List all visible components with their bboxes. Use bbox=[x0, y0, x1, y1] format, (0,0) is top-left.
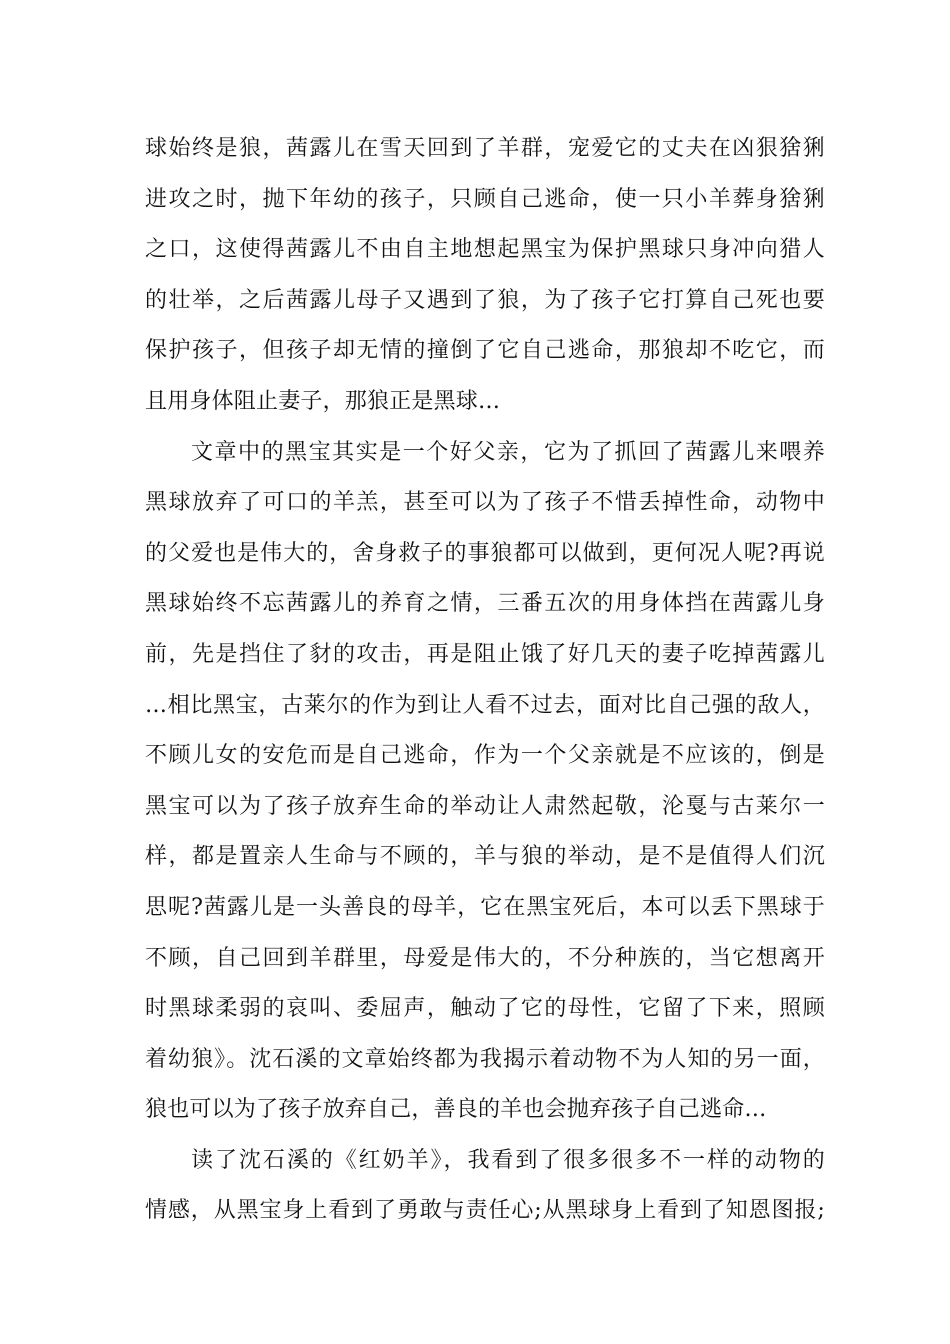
text-line: 黑宝可以为了孩子放弃生命的举动让人肃然起敬，沦戛与古莱尔一 bbox=[145, 793, 825, 819]
text-line: 情感，从黑宝身上看到了勇敢与责任心;从黑球身上看到了知恩图报; bbox=[145, 1198, 825, 1224]
text-line: 样，都是置亲人生命与不顾的，羊与狼的举动，是不是值得人们沉 bbox=[145, 844, 825, 870]
text-line: 黑球始终不忘茜露儿的养育之情，三番五次的用身体挡在茜露儿身 bbox=[145, 591, 825, 617]
text-line: 不顾儿女的安危而是自己逃命，作为一个父亲就是不应该的，倒是 bbox=[145, 743, 825, 769]
text-line: 保护孩子，但孩子却无情的撞倒了它自己逃命，那狼却不吃它，而 bbox=[145, 338, 825, 364]
text-line: 前，先是挡住了豺的攻击，再是阻止饿了好几天的妻子吃掉茜露儿 bbox=[145, 641, 825, 667]
paragraph-first-line: 读了沈石溪的《红奶羊》，我看到了很多很多不一样的动物的 bbox=[191, 1147, 825, 1173]
text-line: 且用身体阻止妻子，那狼正是黑球… bbox=[145, 388, 501, 414]
text-line: 思呢?茜露儿是一头善良的母羊，它在黑宝死后，本可以丢下黑球于 bbox=[145, 894, 825, 920]
text-line: 的父爱也是伟大的，舍身救子的事狼都可以做到，更何况人呢?再说 bbox=[145, 540, 825, 566]
text-line: 的壮举，之后茜露儿母子又遇到了狼，为了孩子它打算自己死也要 bbox=[145, 287, 825, 313]
text-line: 着幼狼》。沈石溪的文章始终都为我揭示着动物不为人知的另一面， bbox=[145, 1046, 825, 1072]
text-line: …相比黑宝，古莱尔的作为到让人看不过去，面对比自己强的敌人， bbox=[145, 692, 825, 718]
text-line: 黑球放弃了可口的羊羔，甚至可以为了孩子不惜丢掉性命，动物中 bbox=[145, 490, 825, 516]
text-line: 不顾，自己回到羊群里，母爱是伟大的，不分种族的，当它想离开 bbox=[145, 945, 825, 971]
text-line: 之口，这使得茜露儿不由自主地想起黑宝为保护黑球只身冲向猎人 bbox=[145, 237, 825, 263]
document-body bbox=[145, 124, 825, 1237]
paragraph-first-line: 文章中的黑宝其实是一个好父亲，它为了抓回了茜露儿来喂养 bbox=[191, 439, 825, 465]
text-line: 进攻之时，抛下年幼的孩子，只顾自己逃命，使一只小羊葬身猞猁 bbox=[145, 186, 825, 212]
text-line: 狼也可以为了孩子放弃自己，善良的羊也会抛弃孩子自己逃命… bbox=[145, 1097, 767, 1123]
text-line: 时黑球柔弱的哀叫、委屈声，触动了它的母性，它留了下来，照顾 bbox=[145, 996, 825, 1022]
text-line: 球始终是狼，茜露儿在雪天回到了羊群，宠爱它的丈夫在凶狠猞猁 bbox=[145, 136, 825, 161]
